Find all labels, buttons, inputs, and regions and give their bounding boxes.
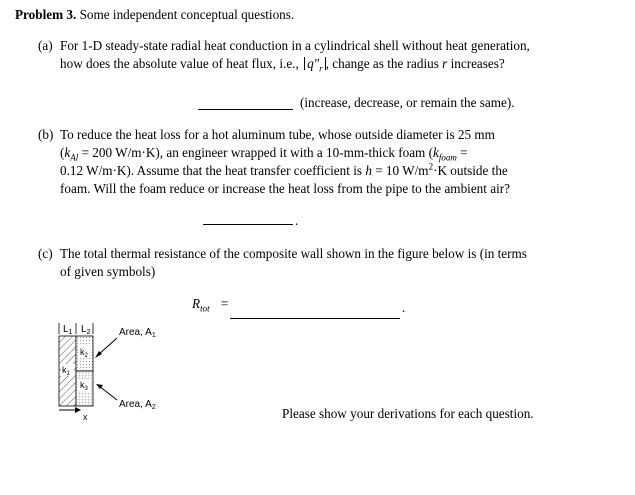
part-c-line1: The total thermal resistance of the composite wall shown in the figure below is (in terms <box>60 246 527 261</box>
part-b-line4: foam. Will the foam reduce or increase the heat loss from the pipe to the ambient air? <box>60 181 510 196</box>
label-k3: $k_3$ <box>80 380 88 392</box>
part-c-line2: of given symbols) <box>60 264 156 279</box>
part-a-label: (a) <box>38 38 53 53</box>
x-axis-arrowhead <box>75 407 81 413</box>
label-L1: $L_1$ <box>63 324 73 336</box>
part-c-answer-period: . <box>402 300 406 315</box>
part-a-answer-blank[interactable] <box>198 109 293 110</box>
part-a-line2: how does the absolute value of heat flux, i.e., $q''_r$ , change as the radius r increases? <box>60 56 505 74</box>
area2-arrow <box>99 386 117 400</box>
part-b-label: (b) <box>38 127 54 142</box>
part-c-label: (c) <box>38 246 53 261</box>
part-b-answer-blank[interactable] <box>203 224 293 225</box>
part-a-answer-hint: (increase, decrease, or remain the same). <box>300 95 515 110</box>
label-area1: Area, $A_1$ <box>119 327 156 339</box>
part-a-line1: For 1-D steady-state radial heat conduction in a cylindrical shell without heat generation, <box>60 38 530 53</box>
problem-number: Problem 3. <box>15 7 77 22</box>
area1-arrow <box>98 338 117 355</box>
part-b-line1: To reduce the heat loss for a hot aluminum tube, whose outside diameter is 25 mm <box>60 127 495 142</box>
r-tot-label: $R_{tot}$ = <box>192 296 229 314</box>
part-b-answer-period: . <box>295 213 299 228</box>
label-x: x <box>83 412 88 422</box>
label-k1: $k_1$ <box>62 365 70 377</box>
part-b-line3: 0.12 W/m·K). Assume that the heat transfer coefficient is h = 10 $W/m^2\cdot K$ outside the <box>60 161 508 178</box>
label-L2: $L_2$ <box>81 324 91 336</box>
composite-wall-figure <box>55 318 205 422</box>
problem-description: Some independent conceptual questions. <box>79 7 295 22</box>
part-b-line2: ($k_{Al} = 200$ W/m·K), an engineer wrapped it with a 10-mm-thick foam ($k_{foam}$ = <box>60 145 468 163</box>
label-area2: Area, $A_2$ <box>119 399 156 411</box>
label-k2: $k_2$ <box>80 347 88 359</box>
footer-note: Please show your derivations for each question. <box>282 406 534 421</box>
part-c-answer-blank[interactable] <box>230 318 400 319</box>
heat-flux-abs: $q''_r$ <box>304 57 326 70</box>
problem-heading <box>15 8 294 21</box>
